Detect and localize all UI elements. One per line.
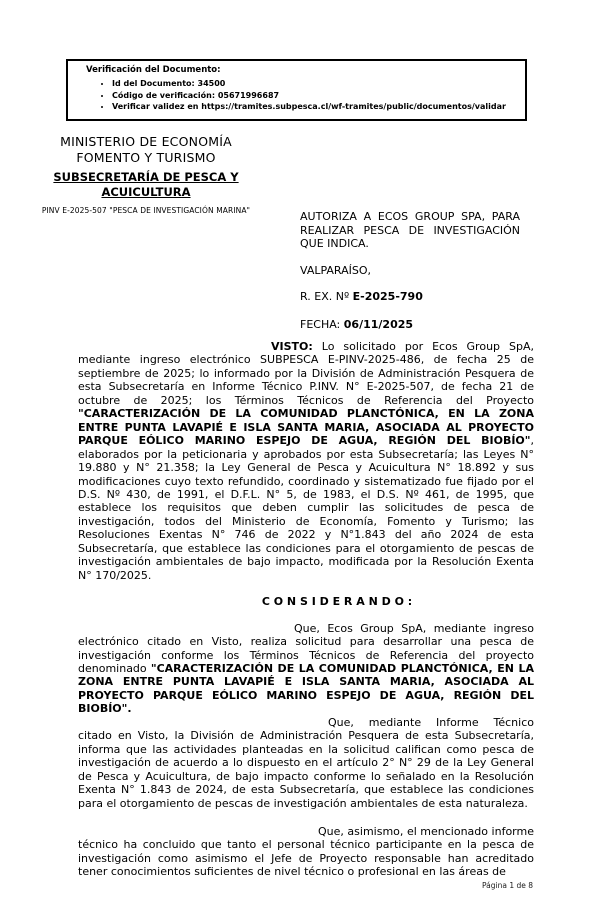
project-code: PINV E-2025-507 "PESCA DE INVESTIGACIÓN MARINA": [41, 206, 251, 215]
resolution-title-block: [300, 210, 520, 331]
verification-box-title: Verificación del Documento:: [86, 65, 221, 75]
subsecretaria-line2: ACUICULTURA: [101, 184, 191, 199]
considerando-paragraph-1: Que, Ecos Group SpA, mediante ingreso electrónico citado en Visto, realiza solicitud para desarrollar una pesca de investigación conforme los Términos Técnicos de Referencia del proyecto denominado "CARACTERIZACIÓN DE LA COMUNIDAD PLANCTÓNICA, EN LA ZONA ENTRE PUNTA LAVAPIÉ E ISLA SANTA MARIA, ASOCIADA AL PROYECTO PARQUE EÓLICO MARINO ESPEJO DE AGUA, REGIÓN DEL BIOBÍO".: [78, 621, 534, 716]
considerando-heading: C O N S I D E R A N D O :: [261, 595, 413, 609]
subsecretaria-name: [18, 170, 274, 199]
verification-box: [66, 59, 527, 121]
date-label: FECHA:: [300, 317, 344, 331]
resolution-subject: AUTORIZA A ECOS GROUP SPA, PARA REALIZAR PESCA DE INVESTIGACIÓN QUE INDICA.: [300, 210, 520, 251]
organization-letterhead: [18, 134, 274, 215]
verification-list: [86, 78, 520, 113]
verification-item-document-id: • Id del Documento: 34500: [112, 78, 520, 90]
visto-paragraph: VISTO: Lo solicitado por Ecos Group SpA, mediante ingreso electrónico SUBPESCA E-PINV-2025-486, de fecha 25 de septiembre de 2025; lo informado por la División de Administración Pesquera de esta Subsecretaría en Informe Técnico P.INV. N° E-2025-507, de fecha 21 de octubre de 2025; los Términos Técnicos de Referencia del Proyecto "CARACTERIZACIÓN DE LA COMUNIDAD PLANCTÓNICA, EN LA ZONA ENTRE PUNTA LAVAPIÉ E ISLA SANTA MARIA, ASOCIADA AL PROYECTO PARQUE EÓLICO MARINO ESPEJO DE AGUA, REGIÓN DEL BIOBÍO", elaborados por la peticionaria y aprobados por esta Subsecretaría; las Leyes N° 19.880 y N° 21.358; la Ley General de Pesca y Acuicultura N° 18.892 y sus modificaciones cuyo texto refundido, coordinado y sistematizado fue fijado por el D.S. Nº 430, de 1991, el D.F.L. N° 5, de 1983, el D.S. Nº 461, de 1995, que establece los requisitos que deben cumplir las solicitudes de pesca de investigación, todos del Ministerio de Economía, Fomento y Turismo; las Resoluciones Exentas N° 746 de 2022 y N°1.843 del año 2024 de esta Subsecretaría, que establece las condiciones para el otorgamiento de pescas de investigación ambientales de bajo impacto, modificada por la Resolución Exenta N° 170/2025.: [78, 340, 534, 582]
considerando-paragraph-3: Que, asimismo, el mencionado informe técnico ha concluido que tanto el personal técnico participante en la pesca de investigación como asimismo el Jefe de Proyecto responsable han acreditado tener conocimientos suficientes de nivel técnico o profesional en las áreas de: [78, 824, 534, 879]
resolution-number-value: E-2025-790: [352, 289, 423, 303]
city-line: VALPARAÍSO,: [300, 263, 372, 277]
date-value: 06/11/2025: [343, 317, 414, 331]
page-number: Página 1 de 8: [481, 881, 533, 890]
resolution-number-label: R. EX. Nº: [300, 289, 353, 303]
considerando-paragraph-2: Que, mediante Informe Técnico citado en Visto, la División de Administración Pesquera de esta Subsecretaría, informa que las actividades planteadas en la solicitud califican como pesca de investigación de acuerdo a lo dispuesto en el artículo 2° N° 29 de la Ley General de Pesca y Acuicultura, de bajo impacto conforme lo señalado en la Resolución Exenta N° 1.843 de 2024, de esta Subsecretaría, que establece las condiciones para el otorgamiento de pescas de investigación ambientales de esta naturaleza.: [78, 715, 534, 810]
ministry-name-line2: FOMENTO Y TURISMO: [76, 149, 216, 165]
ministry-name-line1: MINISTERIO DE ECONOMÍA: [60, 134, 232, 149]
subsecretaria-line1: SUBSECRETARÍA DE PESCA Y: [53, 170, 239, 184]
verification-item-code: • Código de verificación: 05671996687: [112, 90, 520, 102]
verification-item-url: • Verificar validez en https://tramites.subpesca.cl/wf-tramites/public/documentos/validar: [112, 101, 520, 113]
resolution-body: [78, 340, 534, 879]
resolution-number-line: [300, 290, 520, 303]
date-line: [300, 318, 520, 331]
